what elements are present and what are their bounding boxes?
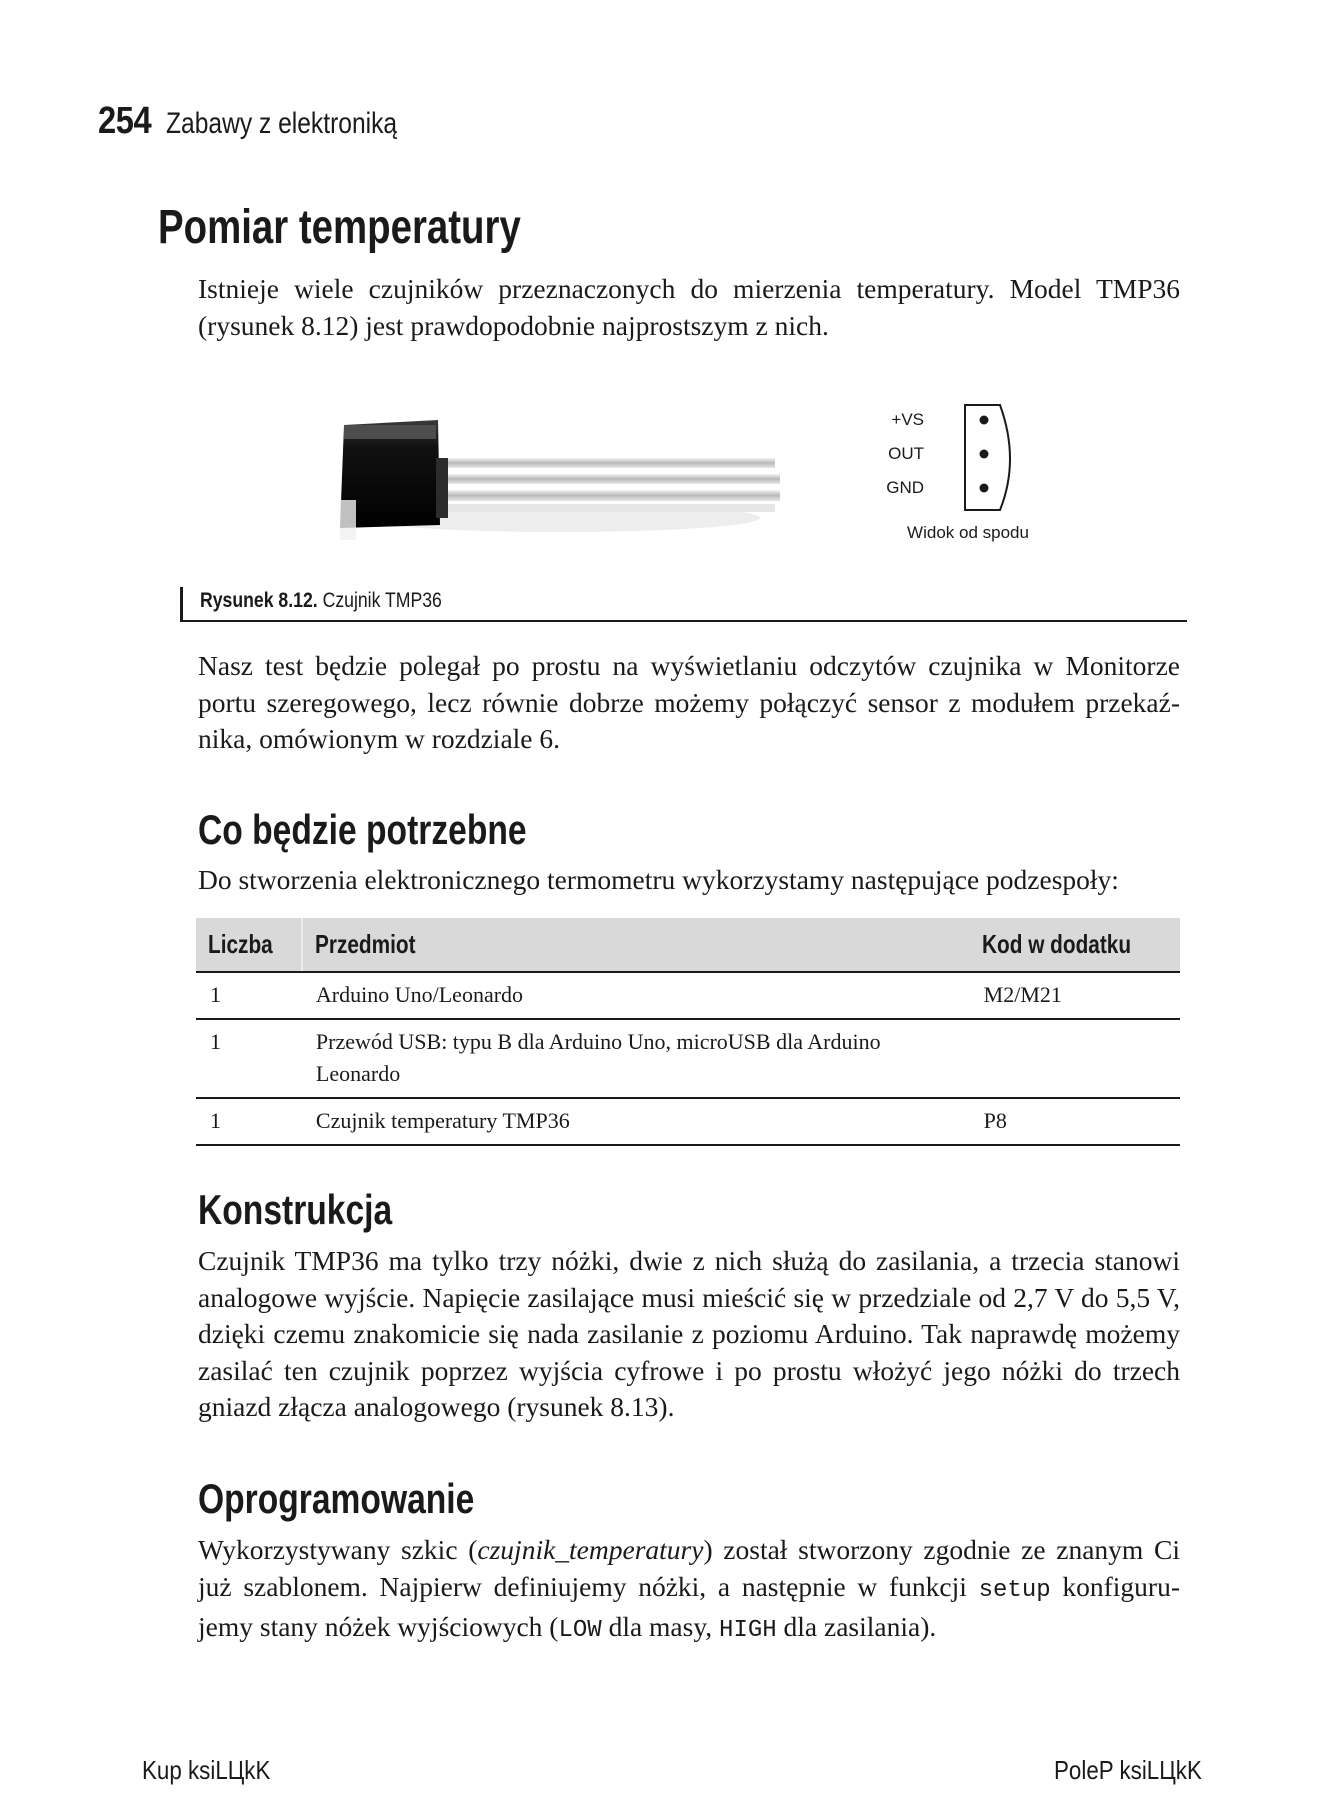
construction-paragraph xyxy=(198,1243,1180,1426)
construction-line: dzięki czemu znakomicie się nada zasilanie z poziomu Arduino. Tak naprawdę możemy xyxy=(198,1318,1180,1349)
figure-caption-text: Czujnik TMP36 xyxy=(322,589,442,612)
cell-qty: 1 xyxy=(196,1098,302,1145)
pin-label-vs: +VS xyxy=(891,410,924,429)
sensor-photo xyxy=(340,420,780,540)
figure-caption-box xyxy=(180,587,1187,622)
needs-intro xyxy=(198,862,1180,899)
code-setup: setup xyxy=(978,1576,1051,1604)
table-header-row xyxy=(196,918,1180,972)
construction-line: analogowe wyjście. Napięcie zasilające musi mieścić się w przedziale od 2,7 V do 5,5 V, xyxy=(198,1281,1180,1313)
figure-caption-label: Rysunek 8.12. xyxy=(200,589,318,612)
code-high: HIGH xyxy=(719,1617,777,1644)
column-header-item: Przedmiot xyxy=(302,918,970,972)
test-line: nika, omówionym w rozdziale 6. xyxy=(198,723,560,754)
construction-line: gniazd złącza analogowego (rysunek 8.13). xyxy=(198,1391,675,1422)
tmp36-illustration xyxy=(340,400,1040,560)
footer-recommend-link[interactable]: PoleP ksiLЦkK xyxy=(1054,1755,1202,1785)
needs-intro-line: Do stworzenia elektronicznego termometru wykorzystamy następujące podzespoły: xyxy=(198,864,1119,895)
construction-line: Czujnik TMP36 ma tylko trzy nóżki, dwie z nich służą do zasilania, a trzecia stanowi xyxy=(198,1245,1180,1276)
running-title: Zabawy z elektroniką xyxy=(165,107,397,140)
pin-label-gnd: GND xyxy=(886,478,924,497)
pinout-diagram xyxy=(886,405,1029,542)
page-header xyxy=(98,100,448,143)
bottom-view-label: Widok od spodu xyxy=(907,523,1029,542)
software-line: już szablonem. Najpierw definiujemy nóżki, a następnie w funkcji setup konfiguru- xyxy=(198,1570,1180,1604)
cell-qty: 1 xyxy=(196,1019,302,1098)
page-number: 254 xyxy=(98,100,152,142)
parts-table xyxy=(196,918,1180,1146)
software-heading: Oprogramowanie xyxy=(198,1475,475,1522)
software-paragraph xyxy=(198,1532,1180,1650)
cell-item: Arduino Uno/Leonardo xyxy=(302,972,970,1019)
needs-heading: Co będzie potrzebne xyxy=(198,806,527,853)
cell-code: M2/M21 xyxy=(970,972,1180,1019)
intro-line: (rysunek 8.12) jest prawdopodobnie najprostszym z nich. xyxy=(198,309,829,341)
construction-line: zasilać ten czujnik poprzez wyjścia cyfrowe i po prostu włożyć jego nóżki do trzech xyxy=(198,1354,1180,1386)
table-row xyxy=(196,972,1180,1019)
software-line: Wykorzystywany szkic (czujnik_temperatury) został stworzony zgodnie ze znanym Ci xyxy=(198,1534,1180,1565)
cell-item: Przewód USB: typu B dla Arduino Uno, microUSB dla Arduino Leonardo xyxy=(302,1019,970,1098)
test-line: Nasz test będzie polegał po prostu na wyświetlaniu odczytów czujnika w Monitorze xyxy=(198,650,1180,681)
intro-paragraph xyxy=(198,271,1180,344)
test-paragraph xyxy=(198,648,1180,758)
figure-caption xyxy=(200,589,442,613)
software-line: jemy stany nóżek wyjściowych (LOW dla masy, HIGH dla zasilania). xyxy=(198,1611,937,1644)
cell-item: Czujnik temperatury TMP36 xyxy=(302,1098,970,1145)
construction-heading: Konstrukcja xyxy=(198,1186,393,1233)
cell-qty: 1 xyxy=(196,972,302,1019)
code-low: LOW xyxy=(558,1617,602,1644)
pin-label-out: OUT xyxy=(888,444,924,463)
column-header-qty: Liczba xyxy=(196,918,302,972)
table-row xyxy=(196,1098,1180,1145)
sketch-name: czujnik_temperatury xyxy=(477,1534,704,1565)
table-row xyxy=(196,1019,1180,1098)
section-title: Pomiar temperatury xyxy=(158,201,521,254)
test-line: portu szeregowego, lecz równie dobrze możemy połączyć sensor z modułem przekaź- xyxy=(198,686,1180,718)
intro-line: Istnieje wiele czujników przeznaczonych do mierzenia temperatury. Model TMP36 xyxy=(198,273,1180,304)
cell-code xyxy=(970,1019,1180,1098)
tmp36-figure xyxy=(340,400,1040,560)
footer-buy-link[interactable]: Kup ksiLЦkK xyxy=(142,1755,271,1785)
cell-code: P8 xyxy=(970,1098,1180,1145)
column-header-code: Kod w dodatku xyxy=(970,918,1180,972)
